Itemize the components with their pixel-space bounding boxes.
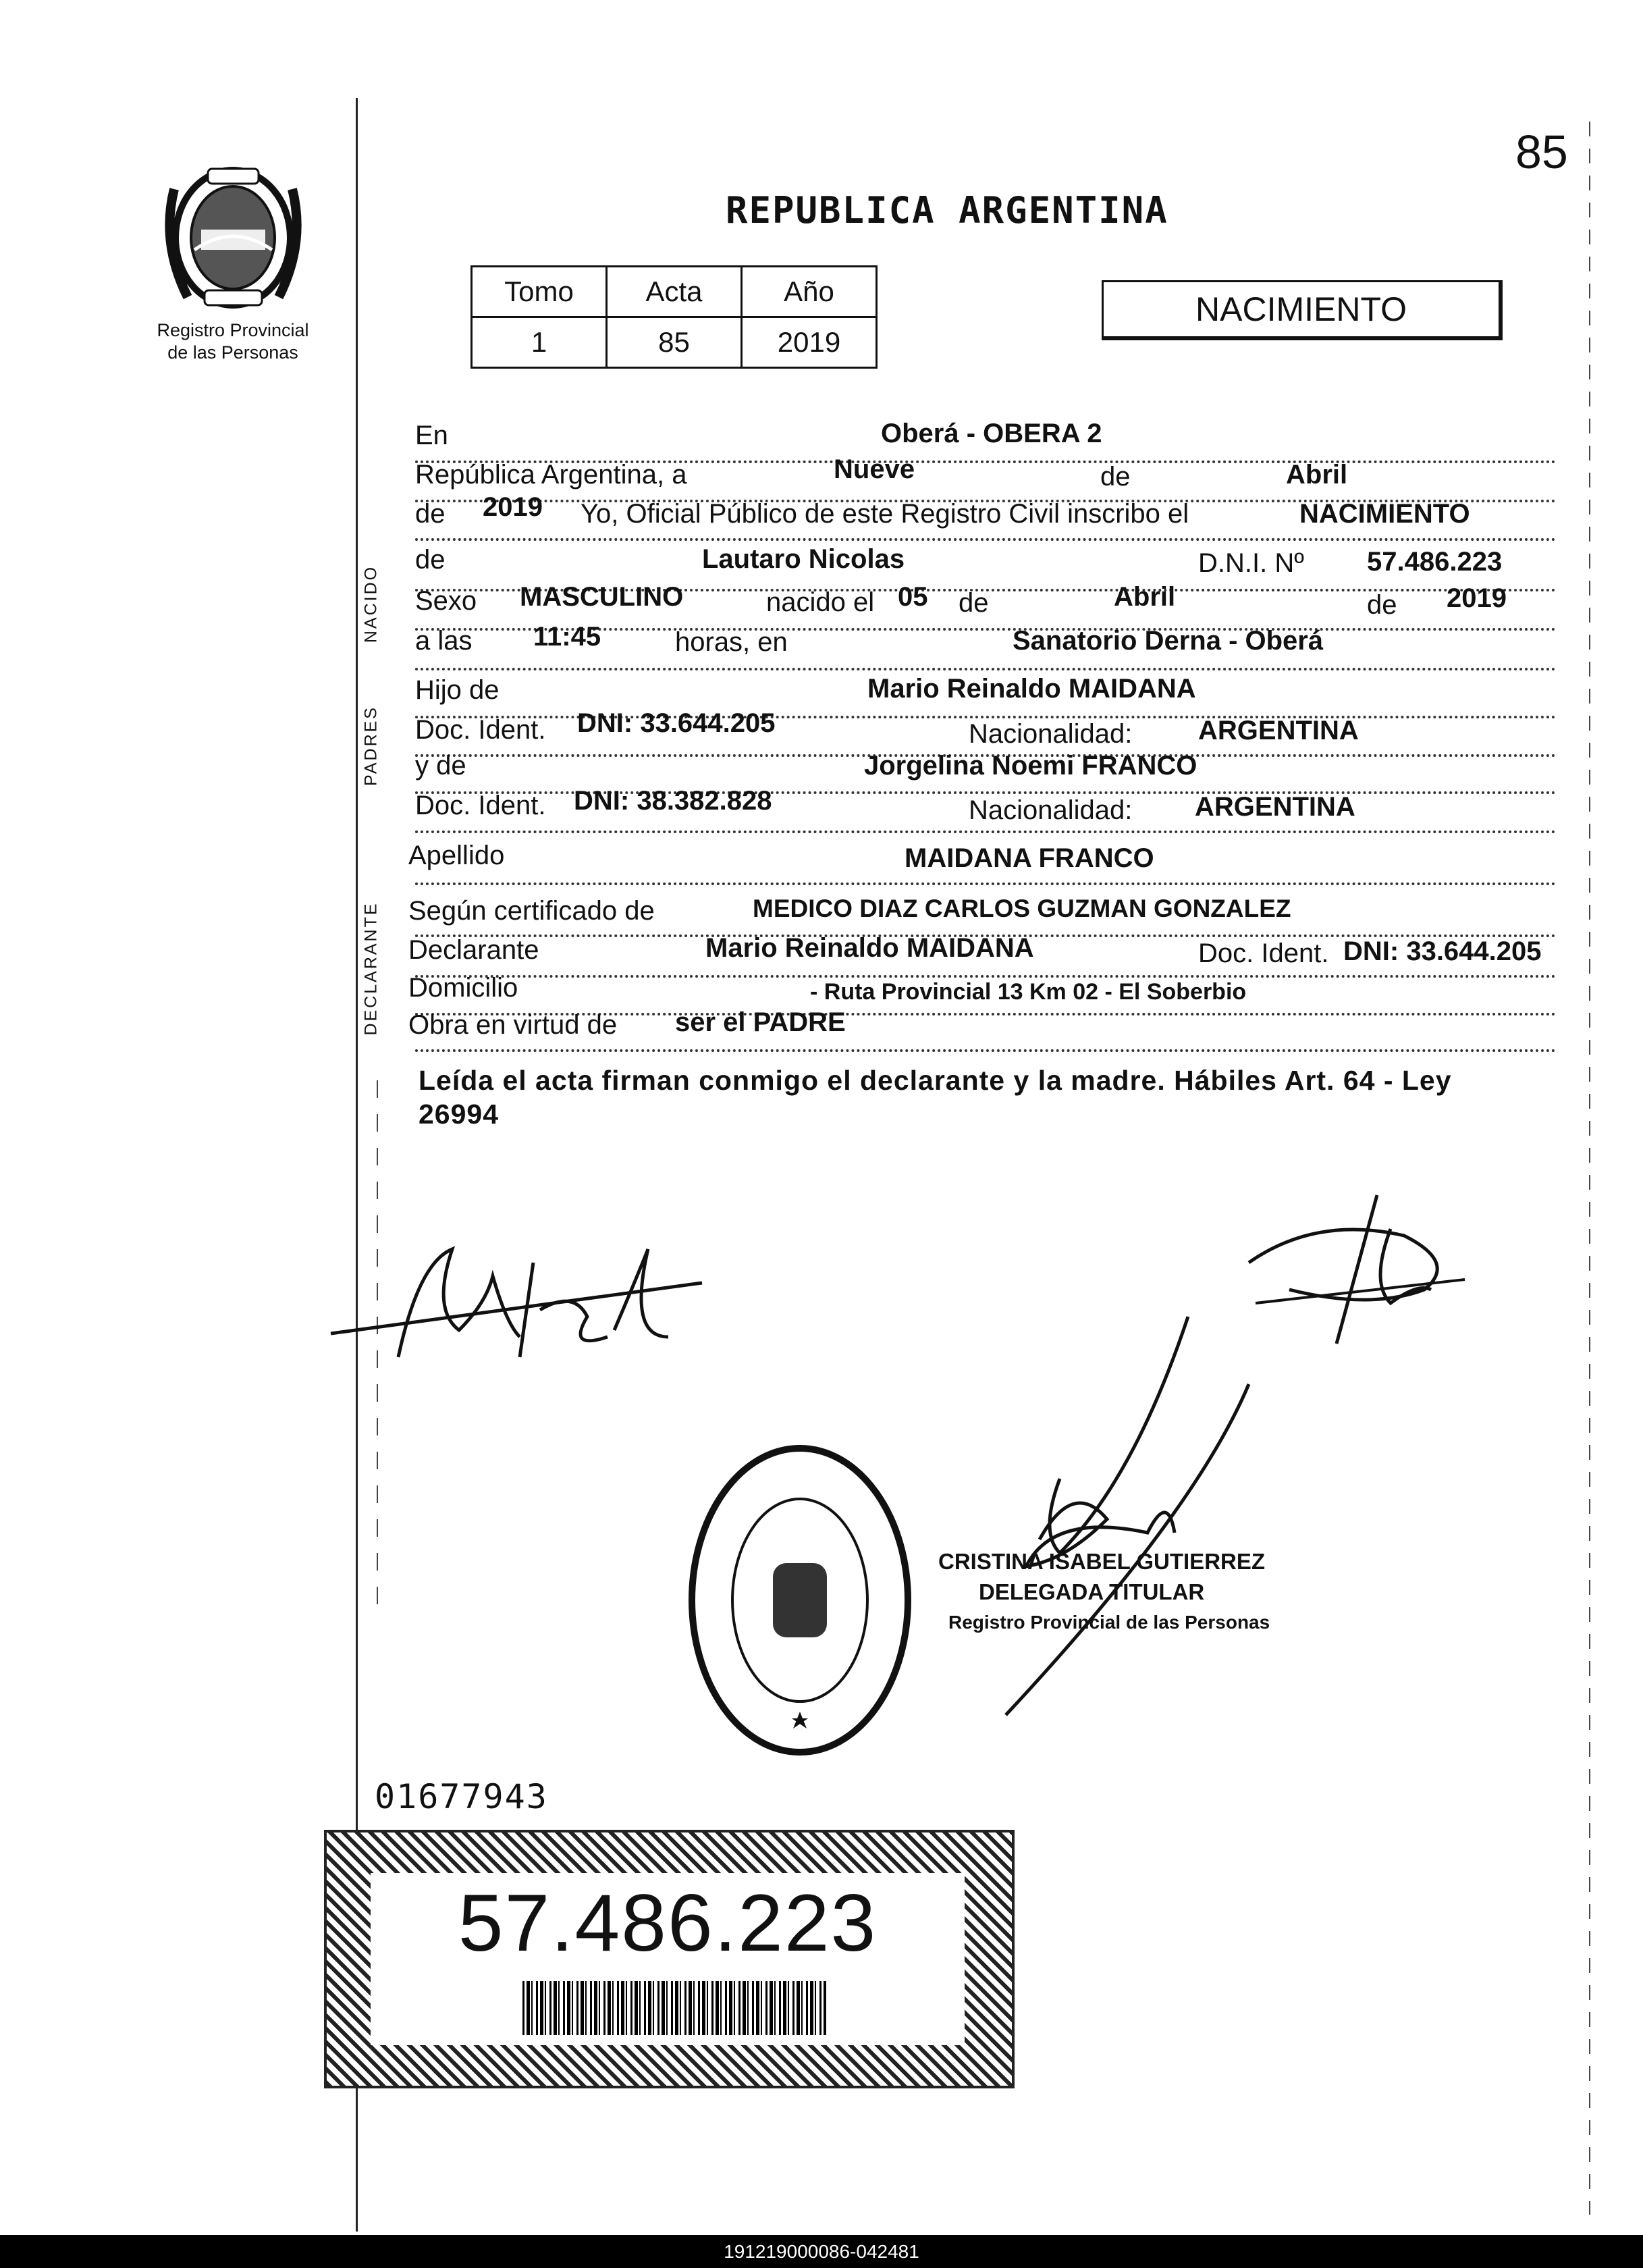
label-dni: D.N.I. Nº (1198, 548, 1304, 578)
form-row-hora (415, 622, 1556, 670)
declarant-signature-icon (317, 1222, 722, 1371)
value-apellido: MAIDANA FRANCO (905, 843, 1154, 873)
label-certificado: Según certificado de (408, 896, 655, 926)
table-header-tomo: Tomo (472, 267, 607, 317)
value-declarante: Mario Reinaldo MAIDANA (705, 933, 1034, 963)
value-en: Oberá - OBERA 2 (881, 419, 1102, 448)
seal-caption (135, 319, 331, 364)
label-en: En (415, 421, 448, 450)
value-name: Lautaro Nicolas (702, 544, 905, 574)
value-month: Abril (1286, 460, 1348, 490)
seal-caption-line2: de las Personas (167, 342, 298, 363)
seal-caption-line1: Registro Provincial (157, 320, 309, 340)
provincial-seal-icon (154, 162, 313, 317)
label-de3: de (415, 545, 446, 575)
form-row-en (415, 419, 1556, 463)
dni-label-number: 57.486.223 (458, 1878, 878, 1968)
table-header-ano: Año (742, 267, 877, 317)
official-role: DELEGADA TITULAR (979, 1579, 1205, 1604)
value-sexo: MASCULINO (520, 582, 684, 612)
official-org: Registro Provincial de las Personas (948, 1612, 1270, 1633)
record-type-box: NACIMIENTO (1102, 280, 1503, 340)
value-dni: 57.486.223 (1367, 547, 1503, 577)
value-father-doc: DNI: 33.644.205 (577, 708, 776, 738)
value-father: Mario Reinaldo MAIDANA (867, 674, 1196, 704)
value-time: 11:45 (533, 622, 601, 652)
footer-code: 191219000086-042481 (0, 2235, 1643, 2268)
value-mother-doc: DNI: 38.382.828 (574, 786, 772, 816)
value-year: 2019 (483, 492, 543, 522)
official-block (938, 1546, 1270, 1637)
right-margin-line (1589, 122, 1590, 2215)
value-domicilio: - Ruta Provincial 13 Km 02 - El Soberbio (810, 979, 1247, 1005)
official-name: CRISTINA ISABEL GUTIERREZ (938, 1549, 1266, 1574)
dni-label-box (324, 1830, 1015, 2088)
value-birth-year: 2019 (1447, 583, 1507, 613)
page-number: 85 (1515, 126, 1568, 178)
value-mother-nac: ARGENTINA (1195, 792, 1355, 822)
label-doc: Doc. Ident. (415, 715, 546, 745)
value-birth-day: 05 (898, 582, 928, 612)
official-signature-icon (965, 1310, 1262, 1729)
record-table (470, 265, 878, 369)
closing-text: Leída el acta firman conmigo el declarante y la madre. Hábiles Art. 64 - Ley 26994 (419, 1065, 1452, 1130)
dni-label-inner (371, 1873, 965, 2045)
label-de: de (1100, 462, 1131, 492)
label-domicilio: Domicilio (408, 973, 518, 1003)
label-republica: República Argentina, a (415, 460, 687, 490)
label-de4: de (959, 588, 989, 618)
value-mother: Jorgelina Noemi FRANCO (864, 751, 1197, 781)
label-sexo: Sexo (415, 586, 477, 616)
value-father-nac: ARGENTINA (1198, 716, 1359, 745)
barcode (522, 1981, 826, 2035)
label-declarante: Declarante (408, 935, 539, 965)
side-label-declarante: DECLARANTE (361, 901, 381, 1036)
value-inscribo: NACIMIENTO (1299, 499, 1470, 529)
label-apellido: Apellido (408, 841, 505, 870)
value-certificado: MEDICO DIAZ CARLOS GUZMAN GONZALEZ (753, 895, 1291, 922)
value-day: Nueve (834, 454, 915, 484)
table-cell-ano: 2019 (742, 317, 877, 368)
label-de2: de (415, 499, 446, 529)
label-obra: Obra en virtud de (408, 1010, 618, 1040)
label-doc2: Doc. Ident. (415, 791, 546, 820)
form-row-certificado (408, 893, 1556, 937)
mother-signature-icon (1235, 1188, 1478, 1364)
serial-number: 01677943 (375, 1777, 548, 1816)
officer-text: Yo, Oficial Público de este Registro Civil inscribo el (581, 499, 1189, 529)
label-nacionalidad2: Nacionalidad: (969, 795, 1133, 825)
label-alas: a las (415, 626, 473, 656)
value-obra: ser el PADRE (675, 1007, 846, 1037)
table-header-acta: Acta (607, 267, 742, 317)
form-row-officer (415, 492, 1556, 541)
page-title: REPUBLICA ARGENTINA (726, 189, 1168, 232)
side-label-padres: PADRES (361, 706, 381, 786)
label-nacido: nacido el (766, 587, 875, 617)
label-doc3: Doc. Ident. (1198, 939, 1329, 968)
side-label-nacido: NACIDO (361, 564, 381, 643)
table-cell-tomo: 1 (472, 317, 607, 368)
value-declarante-doc: DNI: 33.644.205 (1343, 937, 1542, 966)
form-row-mother-doc (415, 786, 1556, 833)
label-nacionalidad: Nacionalidad: (969, 719, 1133, 749)
value-birth-month: Abril (1114, 582, 1176, 612)
delegation-stamp-icon (682, 1438, 918, 1762)
form-row-obra (408, 1007, 1556, 1052)
table-cell-acta: 85 (607, 317, 742, 368)
label-horas: horas, en (675, 627, 788, 657)
label-hijo: Hijo de (415, 675, 500, 705)
label-yde: y de (415, 751, 466, 781)
form-row-apellido (408, 841, 1556, 885)
value-place: Sanatorio Derna - Oberá (1013, 626, 1324, 656)
label-de5: de (1367, 590, 1397, 620)
